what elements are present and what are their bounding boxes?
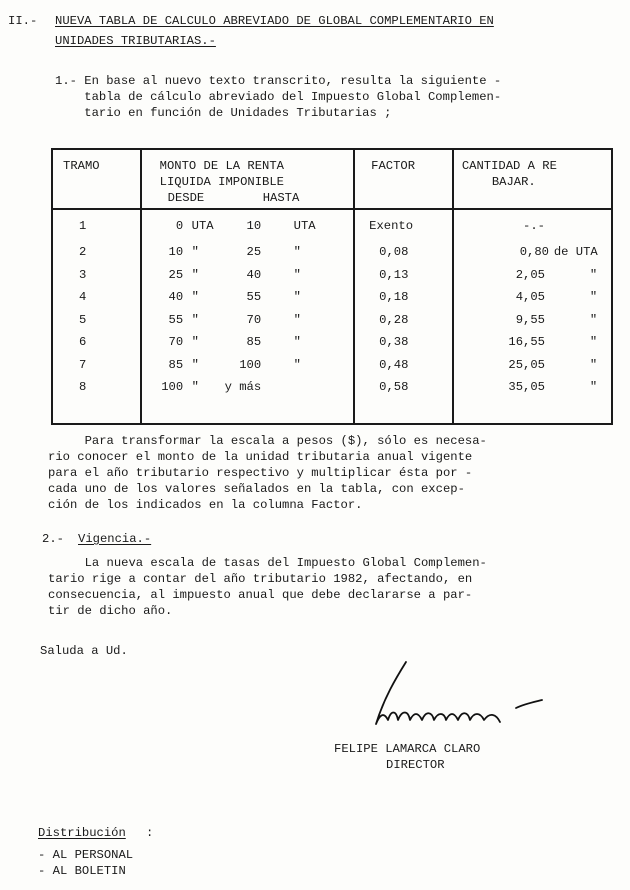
table-spacer-cell xyxy=(141,401,355,424)
cell-monto xyxy=(141,333,355,356)
cell-factor xyxy=(354,266,453,289)
cantidad-value: 0,80 xyxy=(519,245,549,259)
cell-factor xyxy=(354,243,453,266)
table-row xyxy=(52,209,612,243)
tramo-value: 6 xyxy=(79,335,87,349)
factor-value: 0,18 xyxy=(379,290,409,304)
cell-factor xyxy=(354,378,453,401)
cell-factor xyxy=(354,311,453,334)
item1-line-3: tario en función de Unidades Tributarias ; xyxy=(55,106,392,120)
para1-line-4: cada uno de los valores señalados en la tabla, con excep- xyxy=(48,482,465,496)
header-monto-line-3: DESDE HASTA xyxy=(167,191,300,205)
cell-tramo xyxy=(52,209,141,243)
table-header-row xyxy=(52,149,612,209)
table-spacer-cell xyxy=(52,401,141,424)
factor-value: 0,13 xyxy=(379,267,409,282)
header-tramo: TRAMO xyxy=(52,149,141,209)
hasta-value: 25 xyxy=(246,245,262,259)
hasta-unit: " xyxy=(293,357,301,372)
desde-unit: " xyxy=(191,290,199,304)
table-row xyxy=(52,378,612,401)
table-row xyxy=(52,333,612,356)
item2-title: Vigencia.- xyxy=(78,532,152,546)
item1-line-1: 1.- En base al nuevo texto transcrito, resulta la siguiente - xyxy=(55,74,502,88)
distribution-item-2: - AL BOLETIN xyxy=(38,864,126,878)
desde-unit: " xyxy=(191,357,199,372)
cell-monto xyxy=(141,243,355,266)
desde-unit: " xyxy=(191,312,199,327)
handwritten-signature xyxy=(366,658,556,738)
table-row xyxy=(52,356,612,379)
cell-cantidad xyxy=(453,243,612,266)
cantidad-unit: " xyxy=(589,357,598,372)
cell-factor xyxy=(354,209,453,243)
header-monto-line-2: LIQUIDA IMPONIBLE xyxy=(159,175,284,189)
cell-monto xyxy=(141,288,355,311)
desde-value: 0 xyxy=(175,219,184,233)
cell-monto xyxy=(141,266,355,289)
cell-monto xyxy=(141,209,355,243)
closing-text: Saluda a Ud. xyxy=(40,644,128,658)
cantidad-unit: " xyxy=(589,380,598,394)
hasta-value: y más xyxy=(224,380,262,394)
item2-line-1: La nueva escala de tasas del Impuesto Global Complemen- xyxy=(48,556,487,570)
item2-number: 2.- xyxy=(42,532,64,546)
item2-line-4: tir de dicho año. xyxy=(48,604,173,618)
hasta-value: 85 xyxy=(246,335,262,349)
cantidad-unit: " xyxy=(589,312,598,327)
header-cantidad-line-1: CANTIDAD A RE xyxy=(461,159,557,173)
distribution-colon: : xyxy=(146,826,154,840)
factor-value: 0,58 xyxy=(379,380,409,394)
hasta-unit: " xyxy=(293,267,301,282)
hasta-value: 40 xyxy=(246,267,262,282)
hasta-unit: " xyxy=(293,245,301,259)
distribution-item-1: - AL PERSONAL xyxy=(38,848,134,862)
cell-factor xyxy=(354,288,453,311)
section-title-line-1: NUEVA TABLA DE CALCULO ABREVIADO DE GLOBAL COMPLEMENTARIO EN xyxy=(55,14,494,28)
tramo-value: 5 xyxy=(79,312,87,327)
header-cantidad xyxy=(453,149,612,209)
section-title-line-2: UNIDADES TRIBUTARIAS.- xyxy=(55,34,216,48)
cell-factor xyxy=(354,356,453,379)
cell-cantidad xyxy=(453,209,612,243)
cell-cantidad xyxy=(453,378,612,401)
cell-tramo xyxy=(52,266,141,289)
cantidad-value: 2,05 xyxy=(515,267,545,282)
table-spacer-cell xyxy=(354,401,453,424)
hasta-value: 55 xyxy=(246,290,262,304)
desde-value: 40 xyxy=(168,290,184,304)
signatory-name: FELIPE LAMARCA CLARO xyxy=(334,742,481,756)
cantidad-value: 25,05 xyxy=(508,357,545,372)
factor-value: Exento xyxy=(369,219,414,233)
desde-value: 85 xyxy=(168,357,184,372)
hasta-unit: " xyxy=(293,335,301,349)
hasta-value: 10 xyxy=(246,219,262,233)
desde-unit: UTA xyxy=(191,219,214,233)
cell-cantidad xyxy=(453,288,612,311)
cantidad-unit: " xyxy=(589,335,598,349)
table-spacer-cell xyxy=(453,401,612,424)
tramo-value: 7 xyxy=(79,357,87,372)
table-row xyxy=(52,288,612,311)
tax-table xyxy=(51,148,613,425)
cell-monto xyxy=(141,378,355,401)
hasta-unit: UTA xyxy=(293,219,316,233)
cell-factor xyxy=(354,333,453,356)
cell-tramo xyxy=(52,333,141,356)
hasta-unit: " xyxy=(293,290,301,304)
hasta-value: 70 xyxy=(246,312,262,327)
distribution-label: Distribución xyxy=(38,826,126,840)
desde-value: 70 xyxy=(168,335,184,349)
factor-value: 0,48 xyxy=(379,357,409,372)
cell-monto xyxy=(141,311,355,334)
cell-tramo xyxy=(52,378,141,401)
factor-value: 0,08 xyxy=(379,245,409,259)
item1-line-2: tabla de cálculo abreviado del Impuesto Global Complemen- xyxy=(55,90,502,104)
desde-unit: " xyxy=(191,245,199,259)
cantidad-value: 4,05 xyxy=(515,290,545,304)
cell-cantidad xyxy=(453,266,612,289)
header-factor: FACTOR xyxy=(354,149,453,209)
factor-value: 0,38 xyxy=(379,335,409,349)
cell-tramo xyxy=(52,243,141,266)
cell-cantidad xyxy=(453,356,612,379)
para1-line-5: ción de los indicados en la columna Factor. xyxy=(48,498,363,512)
para1-line-2: rio conocer el monto de la unidad tributaria anual vigente xyxy=(48,450,473,464)
desde-value: 10 xyxy=(168,245,184,259)
cantidad-unit: " xyxy=(589,290,598,304)
cell-tramo xyxy=(52,288,141,311)
cell-cantidad xyxy=(453,311,612,334)
cantidad-value: 16,55 xyxy=(508,335,545,349)
table-row xyxy=(52,243,612,266)
cantidad-value: 35,05 xyxy=(508,380,545,394)
signatory-title: DIRECTOR xyxy=(386,758,445,772)
header-monto-line-1: MONTO DE LA RENTA xyxy=(159,159,284,173)
tramo-value: 8 xyxy=(79,380,87,394)
cell-tramo xyxy=(52,356,141,379)
item2-line-3: consecuencia, al impuesto anual que debe declararse a par- xyxy=(48,588,473,602)
desde-value: 55 xyxy=(168,312,184,327)
hasta-unit: " xyxy=(293,312,301,327)
item2-line-2: tario rige a contar del año tributario 1982, afectando, en xyxy=(48,572,473,586)
header-monto xyxy=(141,149,355,209)
para1-line-3: para el año tributario respectivo y multiplicar ésta por - xyxy=(48,466,473,480)
tramo-value: 2 xyxy=(79,245,87,259)
table-row xyxy=(52,266,612,289)
cantidad-value: -.- xyxy=(523,219,545,233)
tramo-value: 3 xyxy=(79,267,87,282)
tramo-value: 1 xyxy=(79,219,87,233)
cell-monto xyxy=(141,356,355,379)
cantidad-unit: " xyxy=(589,267,598,282)
tramo-value: 4 xyxy=(79,290,87,304)
desde-unit: " xyxy=(191,380,199,394)
cantidad-unit: de UTA xyxy=(553,245,598,259)
desde-value: 100 xyxy=(161,380,184,394)
cantidad-value: 9,55 xyxy=(515,312,545,327)
header-cantidad-line-2: BAJAR. xyxy=(491,175,536,189)
para1-line-1: Para transformar la escala a pesos ($), sólo es necesa- xyxy=(48,434,487,448)
cell-tramo xyxy=(52,311,141,334)
desde-unit: " xyxy=(191,267,199,282)
cell-cantidad xyxy=(453,333,612,356)
hasta-value: 100 xyxy=(239,357,262,372)
table-row xyxy=(52,311,612,334)
factor-value: 0,28 xyxy=(379,312,409,327)
section-number: II.- xyxy=(8,14,38,28)
desde-value: 25 xyxy=(168,267,184,282)
desde-unit: " xyxy=(191,335,199,349)
